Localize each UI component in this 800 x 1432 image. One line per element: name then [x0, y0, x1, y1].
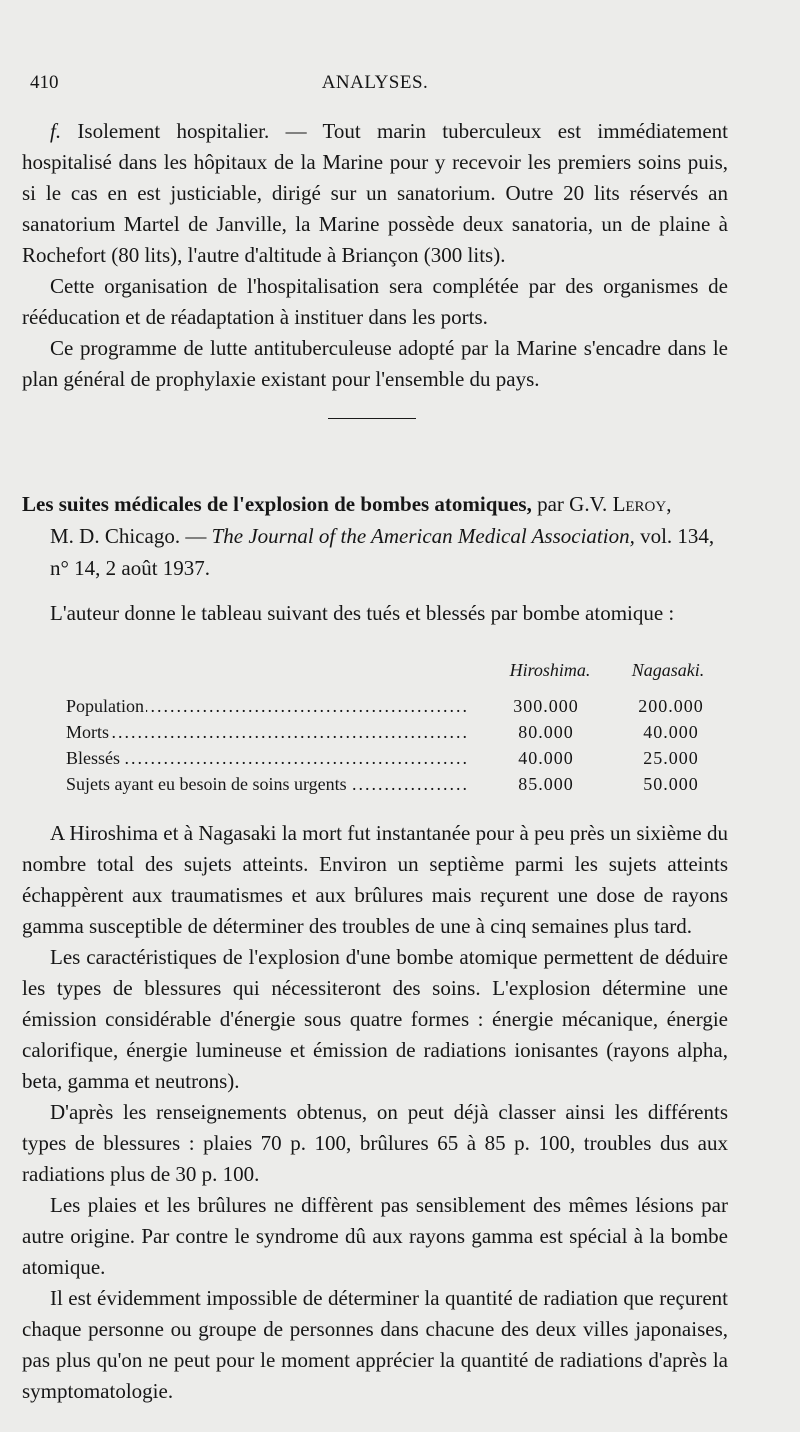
- article-affiliation: M. D. Chicago. —: [50, 524, 207, 548]
- section-f-paragraph-1: f. Isolement hospitalier. — Tout marin tuberculeux est immédiatement hospitalisé dans les hôpitaux de la Marine pour y recevoir les premiers soins puis, si le cas en est justiciable, dirigé sur un sanatorium. Outre 20 lits réservés an sanatorium Martel de Janville, la Marine possède deux sanatoria, un de plaine à Rochefort (80 lits), l'autre d'altitude à Briançon (300 lits).: [22, 119, 728, 267]
- value-nagasaki: 200.000: [638, 696, 704, 716]
- section-letter: f.: [50, 119, 62, 143]
- article-by: par G.V.: [537, 492, 608, 516]
- column-header-hiroshima: Hiroshima.: [509, 660, 591, 680]
- row-label: Blessés .....: [66, 748, 466, 769]
- table-intro: [22, 598, 728, 629]
- value-hiroshima: 80.000: [518, 722, 574, 742]
- article-journal: The Journal of the American Medical Association,: [211, 524, 635, 548]
- article-author: Leroy,: [612, 492, 672, 516]
- article-reference: [22, 488, 728, 584]
- value-nagasaki: 50.000: [643, 774, 699, 794]
- value-hiroshima: 85.000: [518, 774, 574, 794]
- article-ref-line-1: [22, 488, 728, 520]
- page-number: 410: [30, 72, 59, 93]
- article-title: Les suites médicales de l'explosion de bombes atomiques,: [22, 492, 532, 516]
- body-paragraph-1: A Hiroshima et à Nagasaki la mort fut instantanée pour à peu près un sixième du nombre total des sujets atteints. Environ un septième parmi les sujets atteints échappèrent aux traumatismes et aux brûlures mais reçurent une dose de rayons gamma susceptible de déterminer des troubles de une à cinq semaines plus tard.: [22, 821, 728, 938]
- value-nagasaki: 40.000: [643, 722, 699, 742]
- table-row: [66, 748, 720, 772]
- section-f: [22, 116, 728, 395]
- value-hiroshima: 300.000: [513, 696, 579, 716]
- body-paragraph-3: D'après les renseignements obtenus, on peut déjà classer ainsi les différents types de blessures : plaies 70 p. 100, brûlures 65 à 85 p. 100, troubles dus aux radiations plus de 30 p. 100.: [22, 1100, 728, 1186]
- running-title: ANALYSES.: [321, 72, 429, 93]
- table-row: [66, 722, 720, 746]
- value-nagasaki: 25.000: [643, 748, 699, 768]
- table-row: [66, 696, 720, 720]
- value-hiroshima: 40.000: [518, 748, 574, 768]
- table-intro-text: L'auteur donne le tableau suivant des tués et blessés par bombe atomique :: [50, 601, 675, 625]
- article-volume: vol. 134,: [640, 524, 715, 548]
- table-row: [66, 774, 720, 798]
- row-label: Sujets ayant eu besoin de soins urgents .....: [66, 774, 466, 795]
- row-label: Population .....: [66, 696, 466, 717]
- body-paragraph-4: Les plaies et les brûlures ne diffèrent pas sensiblement des mêmes lésions par autre origine. Par contre le syndrome dû aux rayons gamma est spécial à la bombe atomique.: [22, 1193, 728, 1279]
- article-ref-line-2: [22, 520, 728, 552]
- row-label: Morts .....: [66, 722, 466, 743]
- section-f-paragraph-2: Cette organisation de l'hospitalisation sera complétée par des organismes de rééducation et de réadaptation à instituer dans les ports.: [22, 274, 728, 329]
- column-header-nagasaki: Nagasaki.: [631, 660, 705, 680]
- body-paragraph-2: Les caractéristiques de l'explosion d'une bombe atomique permettent de déduire les types de blessures qui nécessiteront des soins. L'explosion détermine une émission considérable d'énergie sous quatre formes : énergie mécanique, énergie calorifique, énergie lumineuse et émission de radiations ionisantes (rayons alpha, beta, gamma et neutrons).: [22, 945, 728, 1093]
- section-f-paragraph-3: Ce programme de lutte antituberculeuse adopté par la Marine s'encadre dans le plan général de prophylaxie existant pour l'ensemble du pays.: [22, 336, 728, 391]
- page-header: [22, 72, 728, 102]
- body-paragraph-5: Il est évidemment impossible de déterminer la quantité de radiation que reçurent chaque personne ou groupe de personnes dans chacune des deux villes japonaises, pas plus qu'on ne peut pour le moment apprécier la quantité de radiations d'après la symptomatologie.: [22, 1286, 728, 1403]
- section-divider: [328, 418, 416, 419]
- article-issue: n° 14, 2 août 1937.: [50, 556, 211, 580]
- body-text: [22, 818, 728, 1407]
